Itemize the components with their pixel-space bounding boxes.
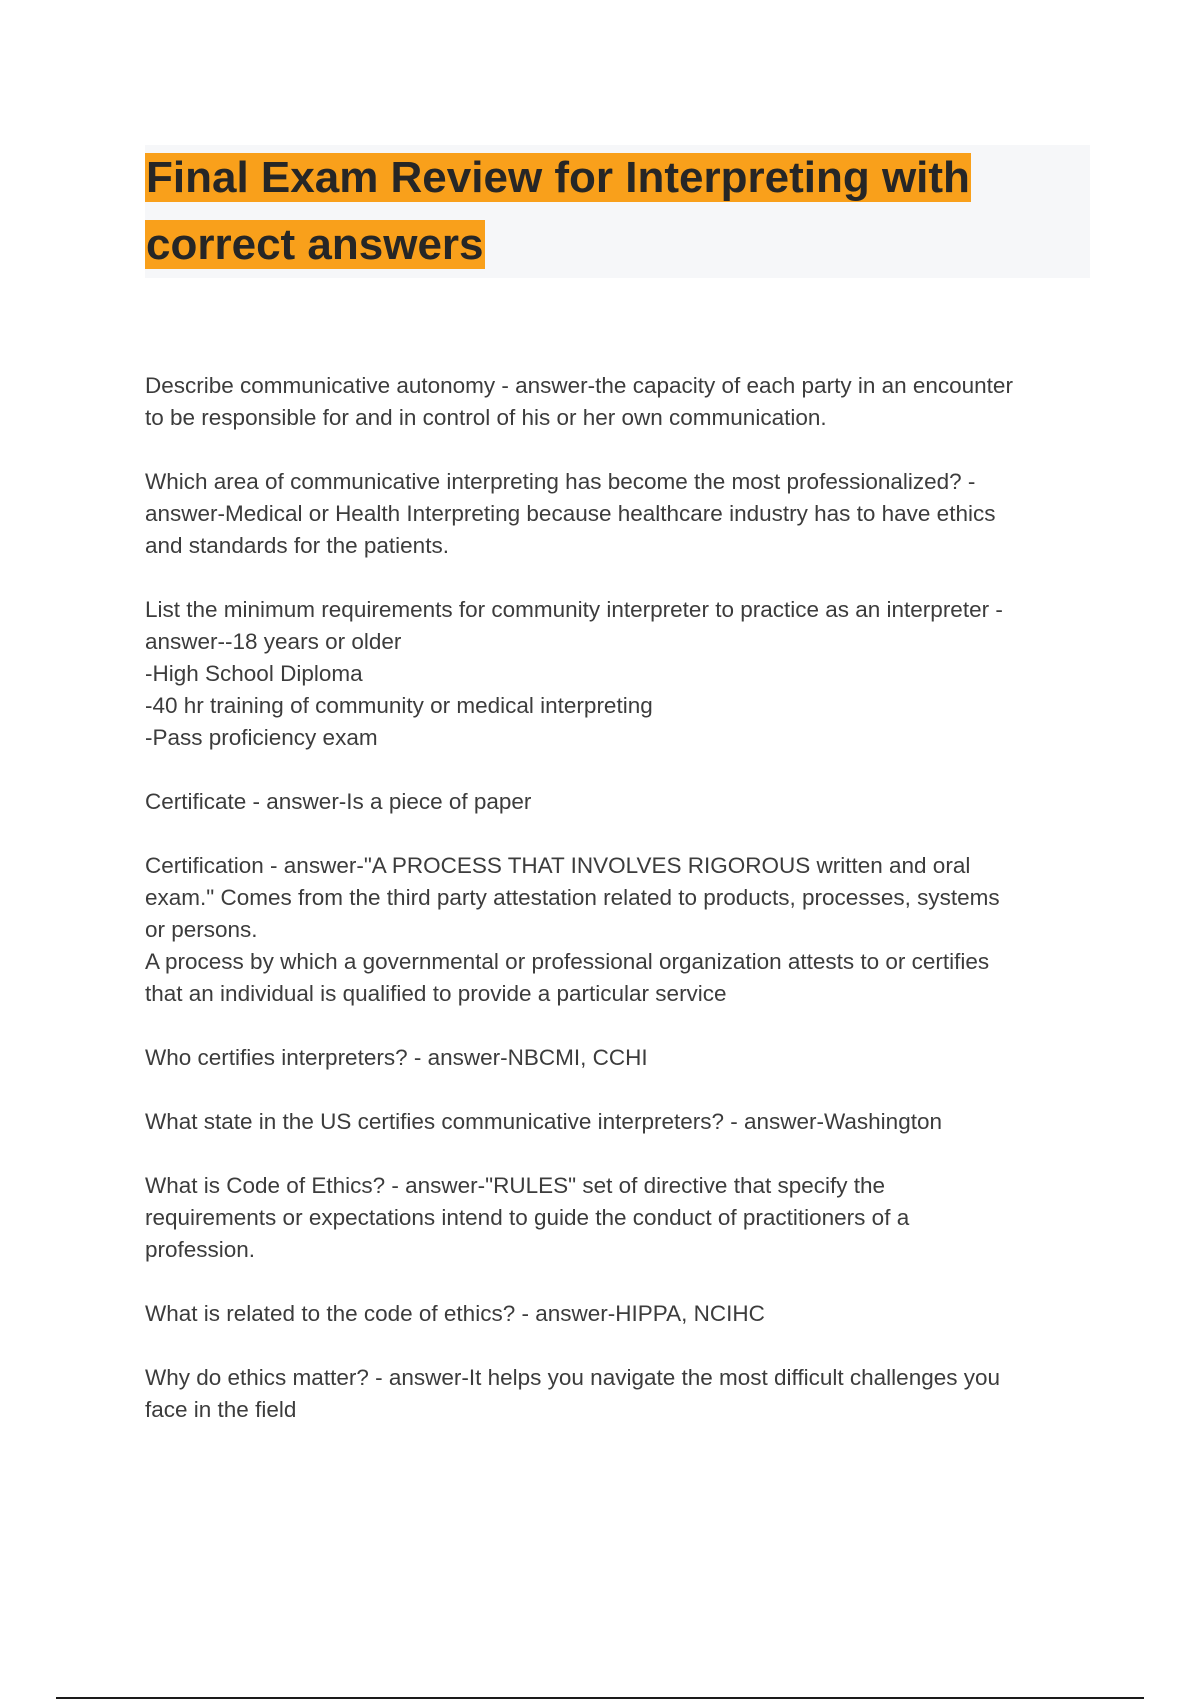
qa-item: [145, 466, 1090, 562]
page-bottom-rule: [56, 1697, 1144, 1699]
qa-item: [145, 1298, 1090, 1330]
qa-item: [145, 1170, 1090, 1266]
qa-item-line: or persons.: [145, 917, 258, 942]
qa-item: [145, 370, 1090, 434]
qa-item-line: A process by which a governmental or professional organization attests to or certifies: [145, 949, 990, 974]
qa-item-line: -High School Diploma: [145, 661, 363, 686]
qa-item-line: Certification - answer-"A PROCESS THAT INVOLVES RIGOROUS written and oral: [145, 853, 971, 878]
qa-item-line: What is related to the code of ethics? - answer-HIPPA, NCIHC: [145, 1301, 765, 1326]
page-title-line-1: Final Exam Review for Interpreting with: [146, 153, 970, 202]
qa-item-line: exam." Comes from the third party attestation related to products, processes, systems: [145, 885, 1000, 910]
page-title: [145, 144, 1090, 278]
qa-item: [145, 1362, 1090, 1426]
qa-item-line: to be responsible for and in control of his or her own communication.: [145, 405, 827, 430]
qa-item-line: Which area of communicative interpreting has become the most professionalized? -: [145, 469, 976, 494]
qa-item-line: Describe communicative autonomy - answer-the capacity of each party in an encounter: [145, 373, 1013, 398]
page-title-line-2: correct answers: [146, 220, 484, 269]
qa-item-line: Why do ethics matter? - answer-It helps you navigate the most difficult challenges you: [145, 1365, 1001, 1390]
qa-item-line: answer-Medical or Health Interpreting because healthcare industry has to have ethics: [145, 501, 996, 526]
qa-item-line: profession.: [145, 1237, 256, 1262]
qa-item-line: -Pass proficiency exam: [145, 725, 378, 750]
qa-item-line: What is Code of Ethics? - answer-"RULES" set of directive that specify the: [145, 1173, 886, 1198]
qa-item-line: -40 hr training of community or medical interpreting: [145, 693, 653, 718]
qa-list: [145, 370, 1090, 1458]
qa-item-line: What state in the US certifies communicative interpreters? - answer-Washington: [145, 1109, 942, 1134]
qa-item-line: requirements or expectations intend to guide the conduct of practitioners of a: [145, 1205, 910, 1230]
qa-item-line: and standards for the patients.: [145, 533, 449, 558]
qa-item-line: that an individual is qualified to provide a particular service: [145, 981, 727, 1006]
qa-item-line: List the minimum requirements for community interpreter to practice as an interpreter -: [145, 597, 1003, 622]
qa-item: [145, 850, 1090, 1010]
qa-item-line: answer--18 years or older: [145, 629, 402, 654]
qa-item-line: face in the field: [145, 1397, 297, 1422]
title-block: [145, 145, 1090, 278]
qa-item: [145, 786, 1090, 818]
qa-item: [145, 1042, 1090, 1074]
qa-item-line: Who certifies interpreters? - answer-NBCMI, CCHI: [145, 1045, 648, 1070]
qa-item: [145, 1106, 1090, 1138]
qa-item-line: Certificate - answer-Is a piece of paper: [145, 789, 532, 814]
qa-item: [145, 594, 1090, 754]
